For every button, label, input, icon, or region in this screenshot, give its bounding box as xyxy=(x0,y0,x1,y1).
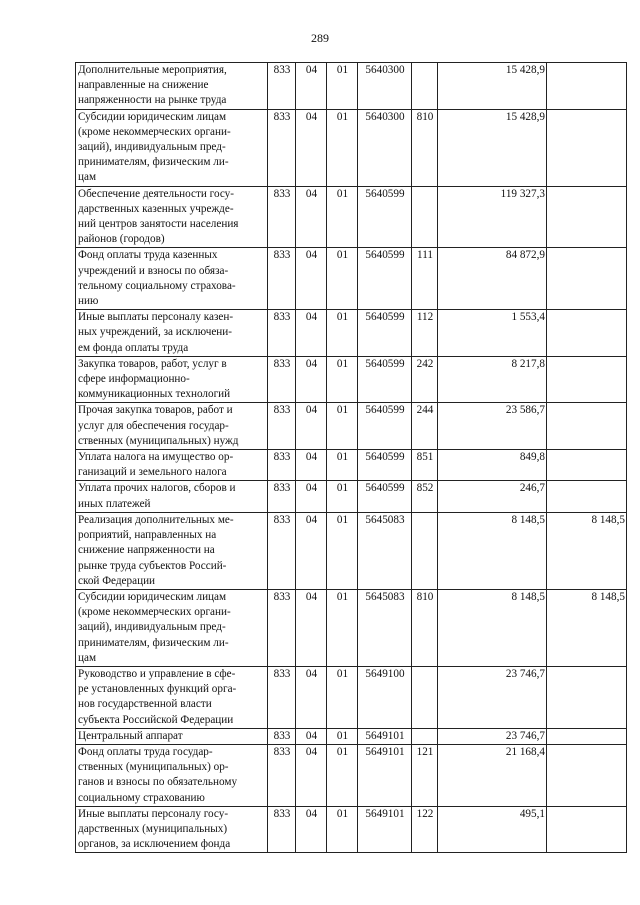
amount-cell: 23 746,7 xyxy=(438,728,547,744)
expense-type-cell: 122 xyxy=(412,806,438,853)
target-article-cell: 5645083 xyxy=(358,512,412,589)
expense-type-cell xyxy=(412,666,438,728)
item-name-cell: Дополнительные мероприятия, направленные на снижение напряженности на рынке труда xyxy=(76,63,268,110)
amount-cell: 23 746,7 xyxy=(438,666,547,728)
amount-cell: 21 168,4 xyxy=(438,744,547,806)
federal-amount-cell xyxy=(547,728,627,744)
subsection-code-cell: 01 xyxy=(327,666,358,728)
ministry-code-cell: 833 xyxy=(268,356,296,403)
target-article-cell: 5640300 xyxy=(358,109,412,186)
target-article-cell: 5645083 xyxy=(358,589,412,666)
amount-cell: 246,7 xyxy=(438,481,547,512)
amount-cell: 8 148,5 xyxy=(438,512,547,589)
amount-cell: 119 327,3 xyxy=(438,186,547,248)
target-article-cell: 5640599 xyxy=(358,481,412,512)
subsection-code-cell: 01 xyxy=(327,356,358,403)
item-name-cell: Центральный аппарат xyxy=(76,728,268,744)
ministry-code-cell: 833 xyxy=(268,512,296,589)
target-article-cell: 5649101 xyxy=(358,744,412,806)
expense-type-cell xyxy=(412,186,438,248)
table-row xyxy=(76,666,627,728)
subsection-code-cell: 01 xyxy=(327,728,358,744)
table-row xyxy=(76,186,627,248)
expense-type-cell: 121 xyxy=(412,744,438,806)
item-name-cell: Прочая закупка товаров, работ и услуг для обеспечения государ- ственных (муниципальных) нужд xyxy=(76,403,268,450)
table-row xyxy=(76,728,627,744)
section-code-cell: 04 xyxy=(296,450,327,481)
section-code-cell: 04 xyxy=(296,589,327,666)
section-code-cell: 04 xyxy=(296,728,327,744)
subsection-code-cell: 01 xyxy=(327,109,358,186)
table-row xyxy=(76,450,627,481)
table-row xyxy=(76,512,627,589)
federal-amount-cell xyxy=(547,109,627,186)
expense-type-cell: 852 xyxy=(412,481,438,512)
expense-type-cell: 810 xyxy=(412,589,438,666)
federal-amount-cell xyxy=(547,248,627,310)
page-number: 289 xyxy=(311,31,329,45)
amount-cell: 8 217,8 xyxy=(438,356,547,403)
federal-amount-cell: 8 148,5 xyxy=(547,589,627,666)
subsection-code-cell: 01 xyxy=(327,63,358,110)
section-code-cell: 04 xyxy=(296,356,327,403)
table-row xyxy=(76,310,627,357)
table-row xyxy=(76,806,627,853)
expense-type-cell: 112 xyxy=(412,310,438,357)
subsection-code-cell: 01 xyxy=(327,403,358,450)
federal-amount-cell xyxy=(547,806,627,853)
section-code-cell: 04 xyxy=(296,806,327,853)
section-code-cell: 04 xyxy=(296,248,327,310)
subsection-code-cell: 01 xyxy=(327,512,358,589)
item-name-cell: Субсидии юридическим лицам (кроме некоммерческих органи- заций), индивидуальным пред- принимателям, физическим ли- цам xyxy=(76,589,268,666)
section-code-cell: 04 xyxy=(296,310,327,357)
federal-amount-cell: 8 148,5 xyxy=(547,512,627,589)
item-name-cell: Субсидии юридическим лицам (кроме некоммерческих органи- заций), индивидуальным пред- принимателям, физическим ли- цам xyxy=(76,109,268,186)
amount-cell: 1 553,4 xyxy=(438,310,547,357)
expense-type-cell: 111 xyxy=(412,248,438,310)
federal-amount-cell xyxy=(547,666,627,728)
amount-cell: 15 428,9 xyxy=(438,63,547,110)
amount-cell: 495,1 xyxy=(438,806,547,853)
amount-cell: 84 872,9 xyxy=(438,248,547,310)
ministry-code-cell: 833 xyxy=(268,403,296,450)
target-article-cell: 5640599 xyxy=(358,248,412,310)
ministry-code-cell: 833 xyxy=(268,248,296,310)
subsection-code-cell: 01 xyxy=(327,310,358,357)
ministry-code-cell: 833 xyxy=(268,589,296,666)
budget-table-body xyxy=(76,63,627,853)
subsection-code-cell: 01 xyxy=(327,450,358,481)
table-row xyxy=(76,403,627,450)
ministry-code-cell: 833 xyxy=(268,666,296,728)
item-name-cell: Обеспечение деятельности госу- дарственных казенных учрежде- ний центров занятости населения районов (городов) xyxy=(76,186,268,248)
section-code-cell: 04 xyxy=(296,403,327,450)
item-name-cell: Фонд оплаты труда казенных учреждений и взносы по обяза- тельному социальному страхова- нию xyxy=(76,248,268,310)
ministry-code-cell: 833 xyxy=(268,109,296,186)
federal-amount-cell xyxy=(547,403,627,450)
item-name-cell: Закупка товаров, работ, услуг в сфере информационно- коммуникационных технологий xyxy=(76,356,268,403)
section-code-cell: 04 xyxy=(296,109,327,186)
expense-type-cell: 851 xyxy=(412,450,438,481)
expense-type-cell xyxy=(412,63,438,110)
amount-cell: 8 148,5 xyxy=(438,589,547,666)
expense-type-cell xyxy=(412,728,438,744)
expense-type-cell: 810 xyxy=(412,109,438,186)
section-code-cell: 04 xyxy=(296,63,327,110)
table-row xyxy=(76,481,627,512)
federal-amount-cell xyxy=(547,744,627,806)
item-name-cell: Фонд оплаты труда государ- ственных (муниципальных) ор- ганов и взносы по обязательному социальному страхованию xyxy=(76,744,268,806)
section-code-cell: 04 xyxy=(296,512,327,589)
subsection-code-cell: 01 xyxy=(327,186,358,248)
section-code-cell: 04 xyxy=(296,744,327,806)
ministry-code-cell: 833 xyxy=(268,481,296,512)
ministry-code-cell: 833 xyxy=(268,450,296,481)
item-name-cell: Руководство и управление в сфе- ре установленных функций орга- нов государственной власти субъекта Российской Федерации xyxy=(76,666,268,728)
expense-type-cell: 244 xyxy=(412,403,438,450)
subsection-code-cell: 01 xyxy=(327,248,358,310)
federal-amount-cell xyxy=(547,186,627,248)
target-article-cell: 5649101 xyxy=(358,806,412,853)
target-article-cell: 5640599 xyxy=(358,450,412,481)
expense-type-cell xyxy=(412,512,438,589)
table-row xyxy=(76,589,627,666)
subsection-code-cell: 01 xyxy=(327,589,358,666)
section-code-cell: 04 xyxy=(296,666,327,728)
target-article-cell: 5649101 xyxy=(358,728,412,744)
amount-cell: 23 586,7 xyxy=(438,403,547,450)
ministry-code-cell: 833 xyxy=(268,806,296,853)
table-row xyxy=(76,109,627,186)
subsection-code-cell: 01 xyxy=(327,744,358,806)
budget-table xyxy=(75,62,627,853)
item-name-cell: Иные выплаты персоналу казен- ных учреждений, за исключени- ем фонда оплаты труда xyxy=(76,310,268,357)
federal-amount-cell xyxy=(547,450,627,481)
federal-amount-cell xyxy=(547,481,627,512)
expense-type-cell: 242 xyxy=(412,356,438,403)
subsection-code-cell: 01 xyxy=(327,806,358,853)
section-code-cell: 04 xyxy=(296,481,327,512)
ministry-code-cell: 833 xyxy=(268,310,296,357)
ministry-code-cell: 833 xyxy=(268,63,296,110)
federal-amount-cell xyxy=(547,63,627,110)
section-code-cell: 04 xyxy=(296,186,327,248)
ministry-code-cell: 833 xyxy=(268,186,296,248)
federal-amount-cell xyxy=(547,310,627,357)
item-name-cell: Иные выплаты персоналу госу- дарственных (муниципальных) органов, за исключением фонда xyxy=(76,806,268,853)
target-article-cell: 5640300 xyxy=(358,63,412,110)
target-article-cell: 5640599 xyxy=(358,186,412,248)
target-article-cell: 5640599 xyxy=(358,356,412,403)
amount-cell: 15 428,9 xyxy=(438,109,547,186)
item-name-cell: Реализация дополнительных ме- роприятий, направленных на снижение напряженности на рынке труда субъектов Россий- ской Федерации xyxy=(76,512,268,589)
table-row xyxy=(76,356,627,403)
federal-amount-cell xyxy=(547,356,627,403)
item-name-cell: Уплата прочих налогов, сборов и иных платежей xyxy=(76,481,268,512)
target-article-cell: 5640599 xyxy=(358,403,412,450)
target-article-cell: 5649100 xyxy=(358,666,412,728)
subsection-code-cell: 01 xyxy=(327,481,358,512)
amount-cell: 849,8 xyxy=(438,450,547,481)
target-article-cell: 5640599 xyxy=(358,310,412,357)
table-row xyxy=(76,744,627,806)
table-row xyxy=(76,63,627,110)
table-row xyxy=(76,248,627,310)
ministry-code-cell: 833 xyxy=(268,728,296,744)
item-name-cell: Уплата налога на имущество ор- ганизаций и земельного налога xyxy=(76,450,268,481)
ministry-code-cell: 833 xyxy=(268,744,296,806)
